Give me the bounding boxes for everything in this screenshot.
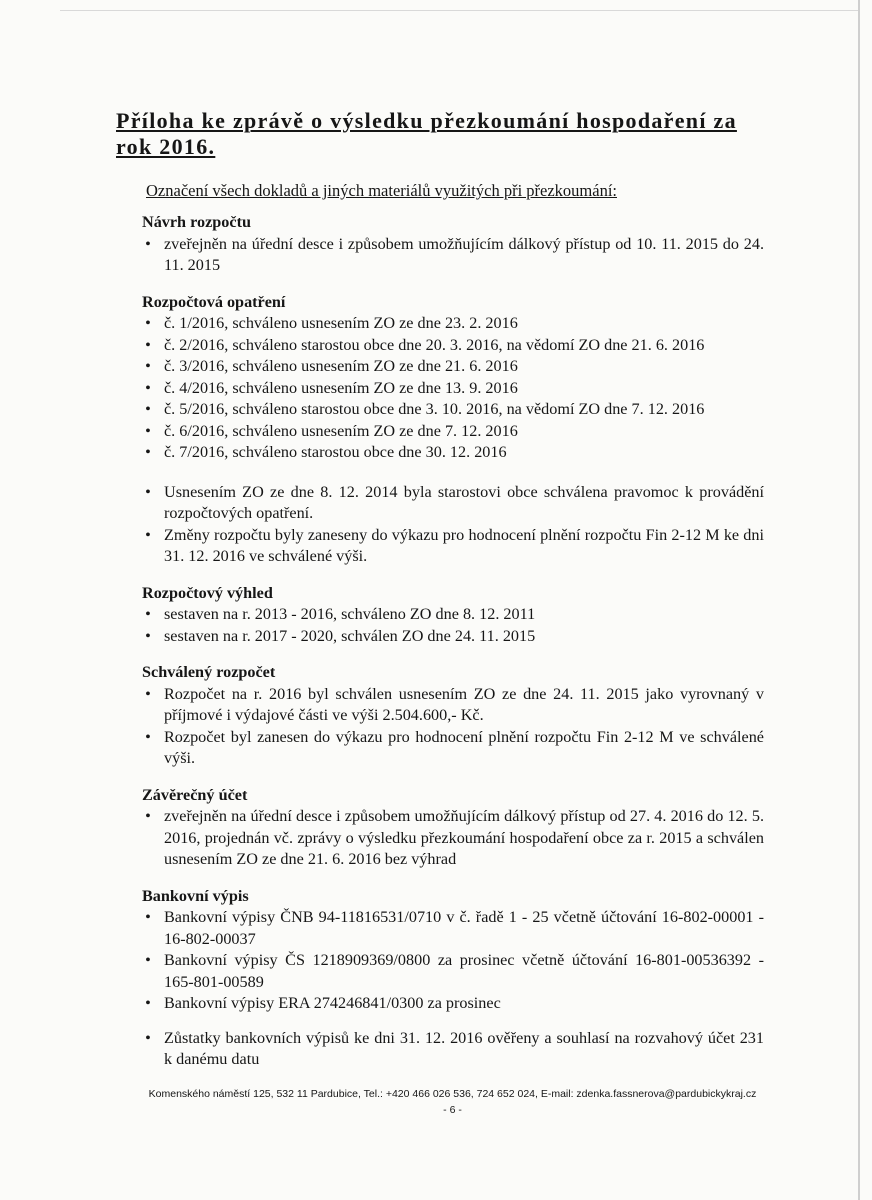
bullet-list <box>142 806 764 871</box>
list-item <box>142 684 764 727</box>
bullet-icon: • <box>145 314 151 332</box>
list-item-text: č. 5/2016, schváleno starostou obce dne 3. 10. 2016, na vědomí ZO dne 7. 12. 2016 <box>164 400 705 418</box>
document-body <box>142 212 764 1071</box>
section-bankovni-vypis <box>142 886 764 1071</box>
bullet-list <box>142 234 764 277</box>
list-item <box>142 604 764 626</box>
list-item-text: č. 6/2016, schváleno usnesením ZO ze dne 7. 12. 2016 <box>164 421 518 440</box>
list-item-text: Změny rozpočtu byly zaneseny do výkazu pro hodnocení plnění rozpočtu Fin 2-12 M ke dni 31. 12. 2016 ve schválené výši. <box>164 525 764 565</box>
bullet-icon: • <box>145 626 151 645</box>
list-item-text: sestaven na r. 2013 - 2016, schváleno ZO dne 8. 12. 2011 <box>164 605 536 623</box>
bullet-list <box>142 907 764 1015</box>
bullet-icon: • <box>145 525 151 544</box>
page-footer <box>140 1086 765 1118</box>
bullet-icon: • <box>145 357 151 375</box>
bullet-icon: • <box>145 908 151 926</box>
list-item <box>142 356 764 378</box>
list-item-text: Bankovní výpisy ERA 274246841/0300 za prosinec <box>164 994 501 1012</box>
list-item <box>142 806 764 871</box>
bullet-icon: • <box>145 378 151 397</box>
list-item <box>142 234 764 277</box>
bullet-list <box>142 604 764 647</box>
scan-edge-top <box>60 10 860 11</box>
bullet-icon: • <box>145 421 151 440</box>
bullet-icon: • <box>145 482 151 501</box>
list-item <box>142 313 764 335</box>
list-item-text: Usnesením ZO ze dne 8. 12. 2014 byla starostovi obce schválena pravomoc k provádění rozpočtových opatření. <box>164 482 764 522</box>
footer-address: Komenského náměstí 125, 532 11 Pardubice, Tel.: +420 466 026 536, 724 652 024, E-mail: zdenka.fassnerova@pardubickykraj.cz <box>148 1088 757 1100</box>
list-item-text: Bankovní výpisy ČNB 94-11816531/0710 v č. řadě 1 - 25 včetně účtování 16-802-00001 - 16-802-00037 <box>164 908 764 948</box>
list-item <box>142 378 764 400</box>
section-heading: Závěrečný účet <box>142 785 248 804</box>
scan-edge-right <box>858 0 860 1200</box>
section-rozpoctova-opatreni <box>142 292 764 568</box>
section-navrh-rozpoctu <box>142 212 764 277</box>
bullet-list <box>142 313 764 464</box>
list-item-text: č. 1/2016, schváleno usnesením ZO ze dne 23. 2. 2016 <box>164 314 518 332</box>
intro-heading: Označení všech dokladů a jiných materiálů využitých při přezkoumání: <box>146 181 617 200</box>
section-schvaleny-rozpocet <box>142 662 764 770</box>
bullet-icon: • <box>145 234 151 253</box>
bullet-list-notes <box>142 482 764 568</box>
section-heading: Rozpočtový výhled <box>142 583 273 602</box>
bullet-icon: • <box>145 1028 151 1047</box>
bullet-icon: • <box>145 335 151 354</box>
list-item-text: zveřejněn na úřední desce i způsobem umožňujícím dálkový přístup od 10. 11. 2015 do 24. 11. 2015 <box>164 234 764 274</box>
bullet-icon: • <box>145 994 151 1012</box>
bullet-list <box>142 684 764 770</box>
bullet-icon: • <box>145 684 151 703</box>
section-rozpoctovy-vyhled <box>142 583 764 648</box>
list-item-text: Rozpočet na r. 2016 byl schválen usnesením ZO ze dne 24. 11. 2015 jako vyrovnaný v příjmové i výdajové části ve výši 2.504.600,- Kč. <box>164 684 764 724</box>
list-item <box>142 399 764 421</box>
list-item-text: sestaven na r. 2017 - 2020, schválen ZO dne 24. 11. 2015 <box>164 626 536 645</box>
section-heading: Návrh rozpočtu <box>142 213 251 231</box>
list-item <box>142 442 764 464</box>
bullet-icon: • <box>145 727 151 746</box>
list-item <box>142 950 764 993</box>
bullet-list-notes <box>142 1028 764 1071</box>
document-title: Příloha ke zprávě o výsledku přezkoumání hospodaření za rok 2016. <box>116 108 737 159</box>
list-item <box>142 482 764 525</box>
section-heading: Rozpočtová opatření <box>142 292 286 311</box>
list-item-text: Rozpočet byl zanesen do výkazu pro hodnocení plnění rozpočtu Fin 2-12 M ve schválené výši. <box>164 727 764 767</box>
list-item-text: zveřejněn na úřední desce i způsobem umožňujícím dálkový přístup od 27. 4. 2016 do 12. 5. 2016, projednán vč. zprávy o výsledku přezkoumání hospodaření obce za r. 2015 a schválen usnesením ZO ze dne 21. 6. 2016 bez výhrad <box>164 807 764 868</box>
bullet-icon: • <box>145 443 151 461</box>
bullet-icon: • <box>145 605 151 623</box>
list-item <box>142 727 764 770</box>
section-heading: Bankovní výpis <box>142 886 249 905</box>
page-number: - 6 - <box>443 1104 462 1116</box>
bullet-icon: • <box>145 951 151 969</box>
list-item <box>142 626 764 648</box>
list-item <box>142 993 764 1015</box>
section-heading: Schválený rozpočet <box>142 663 276 681</box>
list-item-text: Zůstatky bankovních výpisů ke dni 31. 12. 2016 ověřeny a souhlasí na rozvahový účet 231 k danému datu <box>164 1028 764 1068</box>
list-item-text: č. 4/2016, schváleno usnesením ZO ze dne 13. 9. 2016 <box>164 378 518 397</box>
list-item <box>142 421 764 443</box>
section-zaverecny-ucet <box>142 785 764 871</box>
list-item <box>142 525 764 568</box>
list-item-text: Bankovní výpisy ČS 1218909369/0800 za prosinec včetně účtování 16-801-00536392 - 165-801-00589 <box>164 951 764 991</box>
list-item <box>142 907 764 950</box>
list-item <box>142 1028 764 1071</box>
list-item <box>142 335 764 357</box>
bullet-icon: • <box>145 400 151 418</box>
list-item-text: č. 2/2016, schváleno starostou obce dne 20. 3. 2016, na vědomí ZO dne 21. 6. 2016 <box>164 335 705 354</box>
list-item-text: č. 7/2016, schváleno starostou obce dne 30. 12. 2016 <box>164 443 507 461</box>
list-item-text: č. 3/2016, schváleno usnesením ZO ze dne 21. 6. 2016 <box>164 357 518 375</box>
bullet-icon: • <box>145 807 151 825</box>
